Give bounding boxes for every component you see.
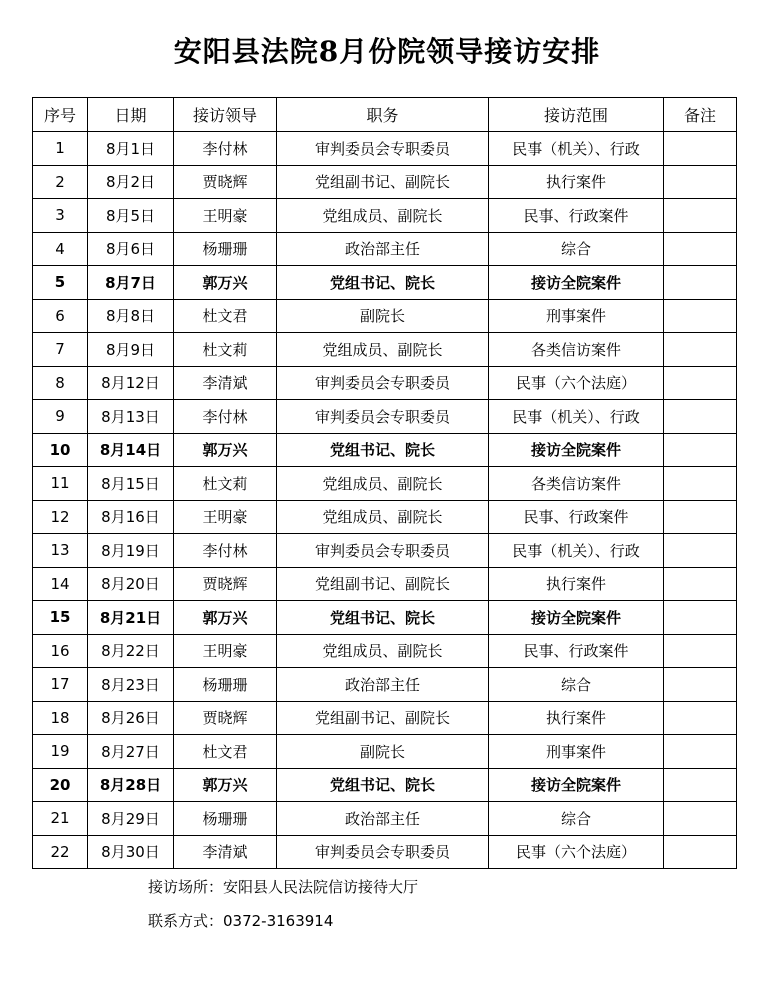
cell-no: 13 <box>33 534 88 568</box>
cell-no: 14 <box>33 567 88 601</box>
cell-no: 18 <box>33 701 88 735</box>
cell-date: 8月8日 <box>88 299 174 333</box>
cell-post: 副院长 <box>277 299 489 333</box>
table-row <box>33 802 737 836</box>
cell-post: 党组副书记、副院长 <box>277 701 489 735</box>
cell-post: 党组成员、副院长 <box>277 634 489 668</box>
table-row <box>33 199 737 233</box>
cell-note <box>664 132 737 166</box>
cell-leader: 杜文莉 <box>174 467 277 501</box>
table-row <box>33 400 737 434</box>
cell-no: 1 <box>33 132 88 166</box>
cell-leader: 贾晓辉 <box>174 701 277 735</box>
cell-note <box>664 802 737 836</box>
table-row <box>33 266 737 300</box>
cell-leader: 贾晓辉 <box>174 165 277 199</box>
table-row <box>33 333 737 367</box>
header-leader: 接访领导 <box>174 98 277 132</box>
table-row <box>33 668 737 702</box>
cell-scope: 执行案件 <box>489 165 664 199</box>
cell-scope: 刑事案件 <box>489 735 664 769</box>
cell-no: 16 <box>33 634 88 668</box>
cell-no: 8 <box>33 366 88 400</box>
cell-date: 8月22日 <box>88 634 174 668</box>
table-row <box>33 232 737 266</box>
cell-date: 8月6日 <box>88 232 174 266</box>
cell-note <box>664 266 737 300</box>
cell-no: 20 <box>33 768 88 802</box>
cell-note <box>664 768 737 802</box>
cell-scope: 接访全院案件 <box>489 768 664 802</box>
cell-post: 政治部主任 <box>277 232 489 266</box>
cell-date: 8月29日 <box>88 802 174 836</box>
cell-scope: 民事、行政案件 <box>489 500 664 534</box>
cell-scope: 接访全院案件 <box>489 266 664 300</box>
cell-no: 22 <box>33 835 88 869</box>
cell-no: 9 <box>33 400 88 434</box>
cell-date: 8月7日 <box>88 266 174 300</box>
header-post: 职务 <box>277 98 489 132</box>
contact-info: 联系方式：0372-3163914 <box>148 912 334 930</box>
header-no: 序号 <box>33 98 88 132</box>
cell-scope: 民事、行政案件 <box>489 634 664 668</box>
cell-date: 8月9日 <box>88 333 174 367</box>
cell-no: 10 <box>33 433 88 467</box>
table-row <box>33 299 737 333</box>
cell-no: 6 <box>33 299 88 333</box>
cell-no: 12 <box>33 500 88 534</box>
cell-note <box>664 701 737 735</box>
page-title: 安阳县法院8月份院领导接访安排 <box>173 35 601 68</box>
cell-no: 21 <box>33 802 88 836</box>
table-row <box>33 433 737 467</box>
cell-leader: 杜文君 <box>174 735 277 769</box>
cell-scope: 综合 <box>489 668 664 702</box>
cell-scope: 刑事案件 <box>489 299 664 333</box>
cell-date: 8月15日 <box>88 467 174 501</box>
cell-leader: 李付林 <box>174 132 277 166</box>
schedule-table <box>32 97 737 869</box>
cell-leader: 郭万兴 <box>174 266 277 300</box>
header-note: 备注 <box>664 98 737 132</box>
cell-date: 8月27日 <box>88 735 174 769</box>
table-row <box>33 366 737 400</box>
cell-no: 17 <box>33 668 88 702</box>
cell-no: 15 <box>33 601 88 635</box>
cell-post: 党组成员、副院长 <box>277 199 489 233</box>
table-row <box>33 132 737 166</box>
cell-note <box>664 467 737 501</box>
table-row <box>33 467 737 501</box>
cell-no: 11 <box>33 467 88 501</box>
table-row <box>33 165 737 199</box>
cell-note <box>664 601 737 635</box>
cell-scope: 各类信访案件 <box>489 467 664 501</box>
cell-no: 5 <box>33 266 88 300</box>
cell-note <box>664 366 737 400</box>
cell-date: 8月30日 <box>88 835 174 869</box>
table-row <box>33 634 737 668</box>
cell-scope: 民事（机关）、行政 <box>489 534 664 568</box>
cell-date: 8月23日 <box>88 668 174 702</box>
table-row <box>33 768 737 802</box>
cell-leader: 郭万兴 <box>174 601 277 635</box>
cell-date: 8月19日 <box>88 534 174 568</box>
cell-note <box>664 299 737 333</box>
cell-leader: 郭万兴 <box>174 768 277 802</box>
cell-post: 政治部主任 <box>277 668 489 702</box>
cell-date: 8月20日 <box>88 567 174 601</box>
cell-date: 8月14日 <box>88 433 174 467</box>
cell-note <box>664 433 737 467</box>
cell-scope: 民事（六个法庭） <box>489 366 664 400</box>
cell-note <box>664 333 737 367</box>
cell-post: 党组书记、院长 <box>277 433 489 467</box>
cell-post: 党组书记、院长 <box>277 266 489 300</box>
cell-post: 审判委员会专职委员 <box>277 132 489 166</box>
table-header-row <box>33 98 737 132</box>
cell-scope: 接访全院案件 <box>489 433 664 467</box>
cell-note <box>664 500 737 534</box>
cell-leader: 郭万兴 <box>174 433 277 467</box>
cell-no: 2 <box>33 165 88 199</box>
cell-date: 8月5日 <box>88 199 174 233</box>
cell-date: 8月2日 <box>88 165 174 199</box>
header-scope: 接访范围 <box>489 98 664 132</box>
cell-scope: 民事（机关）、行政 <box>489 132 664 166</box>
cell-date: 8月13日 <box>88 400 174 434</box>
cell-leader: 杨珊珊 <box>174 232 277 266</box>
cell-leader: 王明豪 <box>174 199 277 233</box>
cell-scope: 各类信访案件 <box>489 333 664 367</box>
cell-post: 党组书记、院长 <box>277 601 489 635</box>
cell-post: 副院长 <box>277 735 489 769</box>
cell-date: 8月21日 <box>88 601 174 635</box>
cell-scope: 民事、行政案件 <box>489 199 664 233</box>
table-row <box>33 735 737 769</box>
cell-scope: 执行案件 <box>489 567 664 601</box>
cell-leader: 杨珊珊 <box>174 802 277 836</box>
cell-note <box>664 634 737 668</box>
cell-note <box>664 567 737 601</box>
table-row <box>33 567 737 601</box>
cell-no: 4 <box>33 232 88 266</box>
cell-post: 审判委员会专职委员 <box>277 366 489 400</box>
cell-post: 党组副书记、副院长 <box>277 165 489 199</box>
cell-leader: 李清斌 <box>174 366 277 400</box>
cell-post: 政治部主任 <box>277 802 489 836</box>
cell-note <box>664 668 737 702</box>
cell-scope: 接访全院案件 <box>489 601 664 635</box>
cell-post: 党组成员、副院长 <box>277 500 489 534</box>
cell-no: 7 <box>33 333 88 367</box>
cell-scope: 综合 <box>489 232 664 266</box>
cell-leader: 李清斌 <box>174 835 277 869</box>
cell-note <box>664 835 737 869</box>
cell-no: 3 <box>33 199 88 233</box>
cell-leader: 杜文君 <box>174 299 277 333</box>
cell-scope: 执行案件 <box>489 701 664 735</box>
table-row <box>33 701 737 735</box>
cell-post: 审判委员会专职委员 <box>277 534 489 568</box>
cell-note <box>664 534 737 568</box>
cell-leader: 杜文莉 <box>174 333 277 367</box>
cell-post: 党组书记、院长 <box>277 768 489 802</box>
cell-date: 8月26日 <box>88 701 174 735</box>
reception-location: 接访场所：安阳县人民法院信访接待大厅 <box>148 878 419 896</box>
cell-post: 审判委员会专职委员 <box>277 400 489 434</box>
cell-leader: 王明豪 <box>174 500 277 534</box>
cell-leader: 李付林 <box>174 534 277 568</box>
cell-scope: 民事（六个法庭） <box>489 835 664 869</box>
cell-note <box>664 232 737 266</box>
cell-leader: 李付林 <box>174 400 277 434</box>
cell-post: 党组成员、副院长 <box>277 333 489 367</box>
table-row <box>33 601 737 635</box>
cell-date: 8月28日 <box>88 768 174 802</box>
cell-leader: 王明豪 <box>174 634 277 668</box>
cell-note <box>664 735 737 769</box>
cell-leader: 杨珊珊 <box>174 668 277 702</box>
cell-date: 8月1日 <box>88 132 174 166</box>
cell-scope: 综合 <box>489 802 664 836</box>
cell-post: 党组成员、副院长 <box>277 467 489 501</box>
cell-note <box>664 199 737 233</box>
table-row <box>33 500 737 534</box>
header-date: 日期 <box>88 98 174 132</box>
cell-note <box>664 400 737 434</box>
cell-date: 8月12日 <box>88 366 174 400</box>
cell-date: 8月16日 <box>88 500 174 534</box>
table-row <box>33 835 737 869</box>
cell-leader: 贾晓辉 <box>174 567 277 601</box>
cell-no: 19 <box>33 735 88 769</box>
table-row <box>33 534 737 568</box>
cell-post: 党组副书记、副院长 <box>277 567 489 601</box>
cell-note <box>664 165 737 199</box>
cell-post: 审判委员会专职委员 <box>277 835 489 869</box>
cell-scope: 民事（机关）、行政 <box>489 400 664 434</box>
